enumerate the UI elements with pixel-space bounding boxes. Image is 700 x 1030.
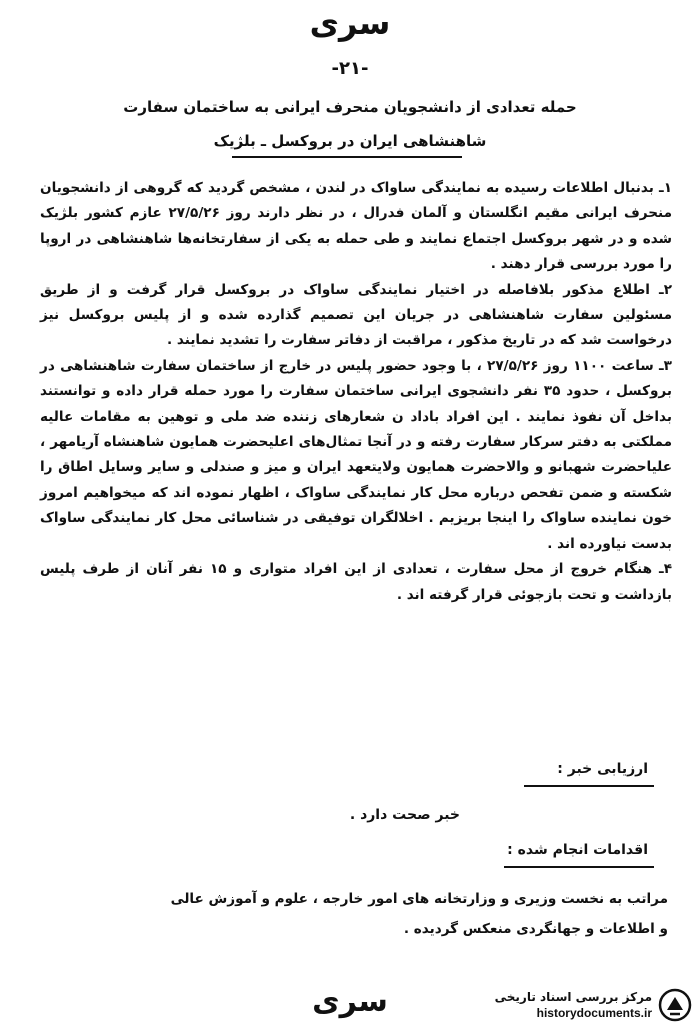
watermark-text (495, 989, 652, 1021)
document-title-line-1: حمله تعدادی از دانشجویان منحرف ایرانی به ساختمان سفارت (123, 98, 577, 116)
actions-taken (40, 884, 668, 944)
paragraph-2: ۲ـ اطلاع مذکور بلافاصله در اختیار نمایندگی ساواک در بروکسل قرار گرفت و از طریق مسئولین سفارت شاهنشاهی در جریان این تصمیم گذارده شده و از پلیس بروکسل نیز درخواست شد که در تاریخ مذکور ، مراقبت از دفاتر سفارت را تشدید نمایند . (40, 281, 672, 349)
archive-logo-icon (658, 988, 692, 1022)
actions-line-2: و اطلاعات و جهانگردی منعکس گردیده . (403, 921, 668, 937)
page-number: -۲۱- (331, 58, 369, 79)
archive-watermark (495, 988, 692, 1022)
classification-footer: سری (312, 984, 388, 1019)
paragraph-1: ۱ـ بدنبال اطلاعات رسیده به نمایندگی ساواک در لندن ، مشخص گردید که گروهی از دانشجویان منحرف ایرانی مقیم انگلستان و آلمان فدرال ، در نظر دارند روز ۲۷/۵/۲۶ عازم کشور بلژیک شده و در شهر بروکسل اجتماع نمایند و طی حمله به یکی از سفارتخانه‌ها شاهنشاهی در اروپا را مورد بررسی قرار دهند . (40, 180, 672, 273)
report-body (40, 176, 672, 608)
evaluation-underline (524, 785, 654, 787)
title-underline (232, 156, 462, 158)
actions-label: اقدامات انجام شده : (507, 842, 648, 858)
classification-header: سری (309, 4, 391, 42)
evaluation-label: ارزیابی خبر : (557, 761, 648, 777)
paragraph-4: ۴ـ هنگام خروج از محل سفارت ، تعدادی از این افراد متواری و ۱۵ نفر آنان از طرف پلیس بازداشت و تحت بازجوئی قرار گرفته اند . (40, 561, 672, 603)
actions-line-1: مراتب به نخست وزیری و وزارتخانه های امور خارجه ، علوم و آموزش عالی (170, 891, 668, 907)
watermark-name: مرکز بررسی اسناد تاریخی (494, 990, 652, 1004)
evaluation-value: خبر صحت دارد . (349, 807, 460, 823)
watermark-url: historydocuments.ir (536, 1006, 652, 1020)
document-title-line-2: شاهنشاهی ایران در بروکسل ـ بلژیک (213, 132, 487, 150)
paragraph-3: ۳ـ ساعت ۱۱۰۰ روز ۲۷/۵/۲۶ ، با وجود حضور پلیس در خارج از ساختمان سفارت شاهنشاهی در بروکسل ، حدود ۳۵ نفر دانشجوی ایرانی ساختمان سفارت را مورد حمله قرار داده و توانستند بداخل آن نفوذ نمایند . این افراد باداد ن شعارهای زننده ضد ملی و توهین به مقامات عالیه مملکتی به دفتر سرکار سفارت رفته و در آنجا تمثال‌های اعلیحضرت همایون شاهنشاه آریامهر ، علیاحضرت شهبانو و والاحضرت همایون ولایتعهد ایران و میز و صندلی و سایر وسایل اطاق را شکسته و ضمن تفحص درباره محل کار نمایندگی ساواک ، اظهار نموده اند که میخواهیم امروز خون نماینده ساواک را اینجا بریزیم . اخلالگران توفیقی در شناسائی محل کار نمایندگی ساواک بدست نیاورده اند . (40, 357, 672, 552)
actions-underline (504, 866, 654, 868)
